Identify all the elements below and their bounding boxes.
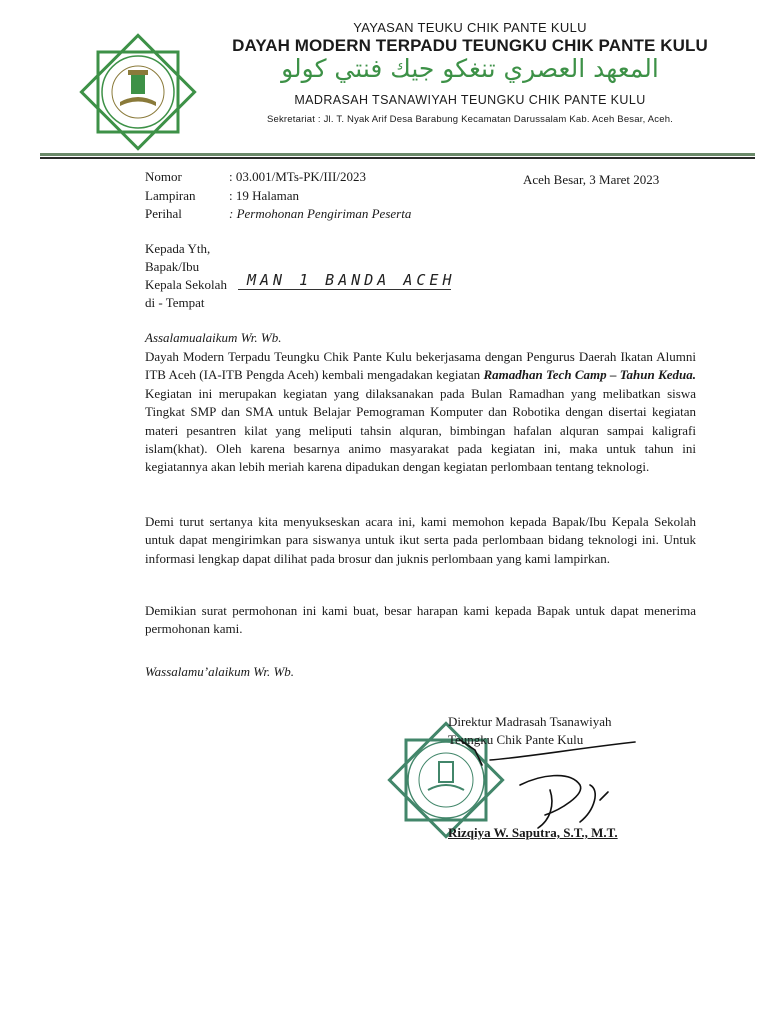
paragraph-text: Kegiatan ini merupakan kegiatan yang dilaksanakan pada Bulan Ramadhan yang melibatkan siswa Tingkat SMP dan SMA untuk Belajar Pemograman Komputer dan Robotika dengan disertai kegiatan materi pesantren kilat yang meliputi tahsin alquran, bimbingan hafalan alquran sampai kaligrafi islam(khat). Oleh karena besarnya animo masyarakat pada kegiatan ini, maka untuk tahun ini kegiatannya akan lebih meriah karena dipadukan dengan kegiatan perlombaan tentang teknologi. (145, 385, 696, 475)
recipient-line: Bapak/Ibu (145, 259, 200, 274)
paragraph-3: Demikian surat permohonan ini kami buat, besar harapan kami kepada Bapak untuk dapat menerima permohonan kami. (145, 603, 696, 637)
meta-value: : Permohonan Pengiriman Peserta (229, 206, 412, 221)
meta-label: Nomor (145, 169, 182, 184)
greeting: Assalamualaikum Wr. Wb. (145, 330, 282, 345)
signatory-name: Rizqiya W. Saputra, S.T., M.T. (448, 825, 618, 840)
letter-date: Aceh Besar, 3 Maret 2023 (523, 172, 660, 187)
school-logo (76, 30, 200, 154)
signatory-title-line: Teungku Chik Pante Kulu (448, 732, 584, 747)
secretariat-address: Sekretariat : Jl. T. Nyak Arif Desa Barabung Kecamatan Darussalam Kab. Aceh Besar, Aceh. (266, 114, 674, 125)
fill-in-line (238, 289, 451, 290)
madrasah-name: MADRASAH TSANAWIYAH TEUNGKU CHIK PANTE KULU (294, 93, 646, 107)
school-name-arabic: المعهد العصري تنغكو جيك فنتي كولو (281, 54, 659, 83)
recipient-line: di - Tempat (145, 295, 205, 310)
closing-salutation: Wassalamu’alaikum Wr. Wb. (145, 664, 295, 679)
handwritten-signature (430, 730, 670, 830)
header-rule-thin (40, 157, 755, 159)
recipient-line: Kepala Sekolah (145, 277, 227, 292)
meta-perihal (145, 205, 411, 224)
foundation-name: YAYASAN TEUKU CHIK PANTE KULU (353, 20, 587, 35)
paragraph-text: Dayah Modern Terpadu Teungku Chik Pante Kulu bekerjasama dengan Pengurus Daerah Ikatan Alumni ITB Aceh (IA-ITB Pengda Aceh) kembali mengadakan kegiatan (145, 349, 696, 383)
letter-meta (145, 168, 411, 224)
recipient-line: Kepada Yth, (145, 241, 211, 256)
meta-value: : 19 Halaman (229, 187, 300, 203)
recipient-block (145, 240, 227, 312)
meta-label: Perihal (145, 206, 182, 221)
event-name: Ramadhan Tech Camp – Tahun Kedua. (483, 367, 696, 383)
school-name: DAYAH MODERN TERPADU TEUNGKU CHIK PANTE KULU (232, 36, 708, 55)
meta-label: Lampiran (145, 187, 196, 203)
meta-lampiran (145, 187, 411, 206)
handwritten-school-name: MAN 1 BANDA ACEH (247, 271, 456, 289)
paragraph-2: Demi turut sertanya kita menyukseskan acara ini, kami memohon kepada Bapak/Ibu Kepala Sekolah untuk dapat mengirimkan para siswanya untuk ikut serta pada perlombaan bidang teknologi ini. Untuk informasi lengkap dapat dilihat pada brosur dan juknis perlombaan yang kami lampirkan. (145, 514, 696, 566)
meta-value: : 03.001/MTs-PK/III/2023 (229, 169, 367, 184)
header-rule (40, 153, 755, 156)
paragraph-1 (145, 348, 696, 477)
signatory-title-line: Direktur Madrasah Tsanawiyah (448, 714, 612, 729)
meta-nomor (145, 168, 411, 187)
